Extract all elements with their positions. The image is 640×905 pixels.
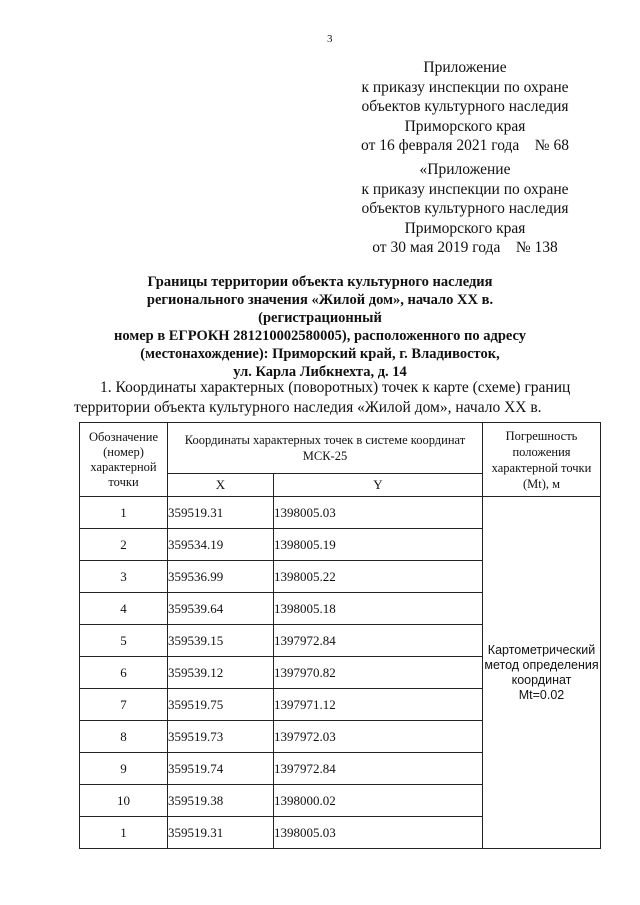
header-y: Y: [274, 474, 483, 497]
table-row: [80, 497, 601, 529]
intro-line: территории объекта культурного наследия «Жилой дом», начало XX в.: [74, 399, 542, 416]
appendix-line: Приморского края: [404, 117, 526, 135]
appendix-date-number: от 16 февраля 2021 года № 68: [361, 137, 569, 154]
appendix-current: [305, 58, 625, 156]
cell-y: 1397972.03: [274, 721, 483, 753]
cell-y: 1398005.03: [274, 497, 483, 529]
cell-x: 359539.64: [168, 593, 274, 625]
cell-x: 359519.31: [168, 497, 274, 529]
intro-line: 1. Координаты характерных (поворотных) точек к карте (схеме) границ: [100, 379, 571, 396]
cell-x: 359519.73: [168, 721, 274, 753]
header-point-id: Обозначение (номер) характерной точки: [80, 423, 168, 497]
cell-y: 1397971.12: [274, 689, 483, 721]
error-value-text: Mt=0.02: [518, 687, 565, 702]
header-coordinate-system: Координаты характерных точек в системе координат МСК-25: [168, 423, 483, 474]
coordinates-table: [79, 422, 601, 849]
title-line: Границы территории объекта культурного наследия: [147, 274, 493, 290]
cell-y: 1398000.02: [274, 785, 483, 817]
cell-x: 359536.99: [168, 561, 274, 593]
appendix-line: Приморского края: [404, 219, 526, 237]
cell-x: 359519.75: [168, 689, 274, 721]
cell-point-id: 10: [80, 785, 168, 817]
table-header-row: [80, 423, 601, 474]
title-line: номер в ЕГРОКН 281210002580005), расположенного по адресу: [114, 328, 526, 344]
cell-error-method: [483, 497, 601, 849]
cell-point-id: 9: [80, 753, 168, 785]
appendix-line: объектов культурного наследия: [361, 200, 569, 217]
title-line: регионального значения «Жилой дом», начало XX в. (регистрационный: [146, 292, 494, 326]
cell-y: 1397972.84: [274, 753, 483, 785]
cell-y: 1397972.84: [274, 625, 483, 657]
header-x: X: [168, 474, 274, 497]
appendix-date-number: от 30 мая 2019 года № 138: [372, 239, 558, 256]
cell-y: 1398005.19: [274, 529, 483, 561]
intro-paragraph: [74, 378, 574, 418]
error-method-text: Картометрический метод определения координат: [484, 642, 599, 687]
cell-x: 359519.31: [168, 817, 274, 849]
cell-point-id: 2: [80, 529, 168, 561]
appendix-line: Приложение: [423, 59, 507, 76]
appendix-line: «Приложение: [419, 161, 511, 178]
title-line: (местонахождение): Приморский край, г. Владивосток,: [140, 346, 500, 362]
cell-x: 359539.12: [168, 657, 274, 689]
page-number: 3: [327, 33, 333, 45]
cell-point-id: 4: [80, 593, 168, 625]
appendix-previous: [305, 160, 625, 258]
cell-x: 359519.38: [168, 785, 274, 817]
cell-x: 359539.15: [168, 625, 274, 657]
cell-point-id: 3: [80, 561, 168, 593]
cell-y: 1398005.03: [274, 817, 483, 849]
cell-point-id: 5: [80, 625, 168, 657]
cell-y: 1397970.82: [274, 657, 483, 689]
appendix-line: объектов культурного наследия: [361, 98, 569, 115]
cell-point-id: 1: [80, 497, 168, 529]
cell-x: 359534.19: [168, 529, 274, 561]
title-line: ул. Карла Либкнехта, д. 14: [233, 364, 407, 380]
cell-point-id: 8: [80, 721, 168, 753]
cell-y: 1398005.22: [274, 561, 483, 593]
header-error: Погрешность положения характерной точки (Mt), м: [483, 423, 601, 497]
document-title: [90, 273, 550, 381]
appendix-line: к приказу инспекции по охране: [361, 180, 569, 198]
appendix-line: к приказу инспекции по охране: [361, 78, 569, 96]
cell-point-id: 6: [80, 657, 168, 689]
cell-y: 1398005.18: [274, 593, 483, 625]
cell-x: 359519.74: [168, 753, 274, 785]
cell-point-id: 7: [80, 689, 168, 721]
cell-point-id: 1: [80, 817, 168, 849]
